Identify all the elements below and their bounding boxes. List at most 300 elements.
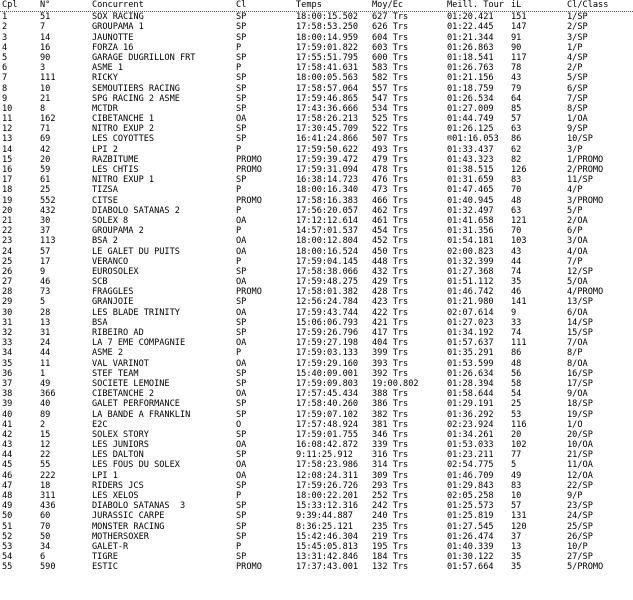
cell-num: 7: [40, 22, 46, 33]
cell-team: FORZA 16: [92, 42, 134, 53]
cell-team: SOCIETE LEMOINE: [92, 378, 170, 389]
cell-class: 11/OA: [567, 460, 593, 471]
cell-best-lap: 01:29.191: [447, 399, 494, 410]
cell-avg: 603 Trs: [372, 42, 409, 53]
cell-num: 2: [40, 419, 46, 430]
cell-team: GROUPAMA 1: [92, 22, 144, 33]
cell-class: 1/P: [567, 42, 583, 53]
cell-team: MCTDR: [92, 103, 118, 114]
cell-time: 17:59:04.145: [296, 256, 359, 267]
cell-laps: 57: [511, 501, 522, 512]
cell-avg: 429 Trs: [372, 277, 409, 288]
cell-team: LES DALTON: [92, 450, 144, 461]
cell-num: 162: [40, 114, 56, 125]
cell-class: 16/SP: [567, 368, 593, 379]
cell-num: 50: [40, 531, 51, 542]
cell-team: CIBETANCHE 1: [92, 114, 155, 125]
cell-num: 222: [40, 470, 56, 481]
cell-class: 15/SP: [567, 328, 593, 338]
cell-num: 73: [40, 287, 51, 298]
cell-time: 17:59:48.275: [296, 277, 359, 288]
cell-class: 6/SP: [567, 83, 588, 94]
table-row: [0, 73, 633, 83]
cell-pos: 37: [2, 378, 13, 389]
cell-num: 8: [40, 103, 46, 114]
table-row: [0, 226, 633, 236]
cell-cl: O: [236, 419, 242, 430]
cell-class: 12/SP: [567, 266, 593, 277]
cell-class: 1/SP: [567, 12, 588, 23]
cell-pos: 44: [2, 450, 13, 461]
cell-avg: 479 Trs: [372, 154, 409, 165]
cell-best-lap: 01:27.009: [447, 103, 494, 114]
cell-avg: 314 Trs: [372, 460, 409, 471]
table-row: [0, 471, 633, 481]
cell-cl: SP: [236, 511, 247, 522]
cell-class: 12/OA: [567, 470, 593, 481]
cell-num: 28: [40, 307, 51, 318]
cell-best-lap: 01:34.261: [447, 429, 494, 440]
cell-num: 69: [40, 134, 51, 145]
table-row: [0, 196, 633, 206]
cell-class: 7/OA: [567, 338, 588, 349]
cell-best-lap: 01:44.749: [447, 114, 494, 125]
cell-cl: P: [236, 205, 242, 216]
cell-cl: SP: [236, 93, 247, 104]
cell-best-lap: 01:57.664: [447, 562, 494, 573]
cell-num: 6: [40, 552, 46, 563]
cell-time: 8:36:25.121: [296, 521, 353, 532]
cell-cl: SP: [236, 450, 247, 461]
cell-num: 37: [40, 226, 51, 237]
cell-laps: 37: [511, 531, 522, 542]
cell-class: 4/P: [567, 185, 583, 196]
cell-team: GARAGE DUGRILLON FRT: [92, 52, 196, 63]
cell-laps: 54: [511, 389, 522, 400]
cell-laps: 25: [511, 399, 522, 410]
table-row: [0, 389, 633, 399]
cell-cl: PROMO: [236, 195, 262, 206]
cell-class: 10/P: [567, 541, 588, 552]
results-rows: [0, 12, 633, 572]
cell-cl: OA: [236, 215, 247, 226]
table-row: [0, 287, 633, 297]
cell-num: 30: [40, 215, 51, 226]
cell-num: 113: [40, 236, 56, 247]
cell-num: 11: [40, 358, 51, 369]
cell-class: 4/SP: [567, 52, 588, 63]
cell-pos: 12: [2, 124, 13, 135]
table-row: [0, 277, 633, 287]
cell-class: 17/SP: [567, 378, 593, 389]
cell-class: 21/SP: [567, 450, 593, 461]
cell-time: 17:59:27.198: [296, 338, 359, 349]
cell-time: 18:00:16.524: [296, 246, 359, 257]
cell-laps: 9: [511, 307, 517, 318]
cell-pos: 49: [2, 501, 13, 512]
cell-laps: 44: [511, 256, 522, 267]
cell-class: 11/SP: [567, 175, 593, 186]
cell-num: 21: [40, 93, 51, 104]
cell-num: 42: [40, 144, 51, 155]
cell-cl: SP: [236, 297, 247, 308]
cell-class: 5/OA: [567, 277, 588, 288]
cell-best-lap: 01:58.644: [447, 389, 494, 400]
cell-best-lap: 01:32.497: [447, 205, 494, 216]
cell-time: 17:56:20.057: [296, 205, 359, 216]
cell-time: 17:58:53.250: [296, 22, 359, 33]
cell-avg: 476 Trs: [372, 175, 409, 186]
cell-best-lap: 01:31.356: [447, 226, 494, 237]
cell-team: DIABOLO SATANAS 3: [92, 501, 186, 512]
cell-cl: SP: [236, 134, 247, 145]
cell-time: 17:43:36.666: [296, 103, 359, 114]
cell-team: RIDERS JCS: [92, 480, 144, 491]
cell-laps: 58: [511, 378, 522, 389]
table-row: [0, 206, 633, 216]
cell-laps: 121: [511, 215, 527, 226]
cell-team: CITSE: [92, 195, 118, 206]
cell-laps: 83: [511, 480, 522, 491]
cell-best-lap: 01:25.573: [447, 501, 494, 512]
table-row: [0, 43, 633, 53]
cell-avg: 132 Trs: [372, 562, 409, 573]
cell-time: 17:59:09.803: [296, 378, 359, 389]
cell-avg: 583 Trs: [372, 63, 409, 74]
cell-avg: 382 Trs: [372, 409, 409, 420]
cell-time: 17:12:12.614: [296, 215, 359, 226]
cell-num: 552: [40, 195, 56, 206]
cell-team: SPG RACING 2 ASME: [92, 93, 180, 104]
cell-best-lap: 01:18.541: [447, 52, 494, 63]
cell-best-lap: 01:26.474: [447, 531, 494, 542]
cell-avg: 339 Trs: [372, 440, 409, 451]
cell-best-lap: 01:36.292: [447, 409, 494, 420]
cell-pos: 3: [2, 32, 8, 43]
cell-laps: 53: [511, 409, 522, 420]
cell-laps: 5: [511, 460, 517, 471]
cell-num: 16: [40, 42, 51, 53]
cell-cl: OA: [236, 338, 247, 349]
table-row: [0, 542, 633, 552]
cell-class: 1/OA: [567, 114, 588, 125]
cell-num: 57: [40, 246, 51, 257]
cell-team: JURASSIC CARPE: [92, 511, 165, 522]
cell-pos: 18: [2, 185, 13, 196]
cell-cl: SP: [236, 480, 247, 491]
cell-laps: 90: [511, 42, 522, 53]
cell-cl: SP: [236, 429, 247, 440]
cell-team: TIZSA: [92, 185, 118, 196]
cell-best-lap: 01:53.033: [447, 440, 494, 451]
cell-cl: SP: [236, 328, 247, 338]
cell-avg: 507 Trs: [372, 134, 409, 145]
cell-avg: 399 Trs: [372, 348, 409, 359]
cell-time: 17:58:26.213: [296, 114, 359, 125]
cell-class: 1/O: [567, 419, 583, 430]
cell-best-lap: 01:32.399: [447, 256, 494, 267]
cell-cl: P: [236, 256, 242, 267]
cell-laps: 64: [511, 93, 522, 104]
cell-num: 18: [40, 480, 51, 491]
cell-class: 26/SP: [567, 531, 593, 542]
cell-best-lap: 01:38.515: [447, 165, 494, 175]
table-row: [0, 399, 633, 409]
cell-num: 12: [40, 440, 51, 451]
cell-team: SOLEX 8: [92, 215, 129, 226]
cell-pos: 25: [2, 256, 13, 267]
cell-laps: 151: [511, 12, 527, 23]
cell-team: MOTHERSOXER: [92, 531, 149, 542]
cell-time: 17:58:01.382: [296, 287, 359, 298]
cell-num: 51: [40, 12, 51, 23]
cell-avg: 454 Trs: [372, 226, 409, 237]
cell-team: GRANJOIE: [92, 297, 134, 308]
cell-team: LA BANDE A FRANKLIN: [92, 409, 191, 420]
cell-laps: 13: [511, 541, 522, 552]
cell-cl: P: [236, 491, 242, 501]
cell-class: 3/OA: [567, 236, 588, 247]
cell-laps: 91: [511, 32, 522, 43]
cell-avg: 417 Trs: [372, 328, 409, 338]
cell-time: 17:59:29.160: [296, 358, 359, 369]
cell-pos: 1: [2, 12, 8, 23]
table-row: [0, 12, 633, 22]
cell-avg: 293 Trs: [372, 480, 409, 491]
cell-time: 18:00:12.804: [296, 236, 359, 247]
cell-laps: 117: [511, 52, 527, 63]
cell-cl: PROMO: [236, 562, 262, 573]
cell-class: 25/SP: [567, 521, 593, 532]
cell-team: MONSTER RACING: [92, 521, 165, 532]
cell-class: 3/SP: [567, 32, 588, 43]
cell-best-lap: 01:26.634: [447, 368, 494, 379]
cell-pos: 2: [2, 22, 8, 33]
cell-pos: 40: [2, 409, 13, 420]
cell-best-lap: 01:54.181: [447, 236, 494, 247]
cell-time: 17:58:38.066: [296, 266, 359, 277]
cell-team: JAUNOTTE: [92, 32, 134, 43]
table-row: [0, 522, 633, 532]
cell-team: LES XELOS: [92, 491, 139, 501]
cell-pos: 6: [2, 63, 8, 74]
header-pos: Cpl: [2, 0, 18, 10]
cell-time: 18:00:16.340: [296, 185, 359, 196]
cell-laps: 10: [511, 491, 522, 501]
table-row: [0, 104, 633, 114]
cell-cl: SP: [236, 124, 247, 135]
cell-cl: SP: [236, 12, 247, 23]
cell-laps: 83: [511, 175, 522, 186]
cell-avg: 404 Trs: [372, 338, 409, 349]
cell-avg: 522 Trs: [372, 124, 409, 135]
table-row: [0, 511, 633, 521]
cell-class: 9/SP: [567, 124, 588, 135]
table-row: [0, 134, 633, 144]
cell-pos: 50: [2, 511, 13, 522]
cell-team: RICKY: [92, 73, 118, 84]
cell-laps: 111: [511, 338, 527, 349]
cell-class: 20/SP: [567, 429, 593, 440]
cell-time: 17:59:46.865: [296, 93, 359, 104]
table-row: [0, 175, 633, 185]
cell-num: 366: [40, 389, 56, 400]
cell-pos: 41: [2, 419, 13, 430]
cell-team: SCB: [92, 277, 108, 288]
cell-pos: 13: [2, 134, 13, 145]
cell-team: STEF TEAM: [92, 368, 139, 379]
cell-team: GALET PERFORMANCE: [92, 399, 180, 410]
cell-best-lap: 01:23.211: [447, 450, 494, 461]
cell-num: 9: [40, 266, 46, 277]
cell-team: CIBETANCHE 2: [92, 389, 155, 400]
cell-cl: SP: [236, 399, 247, 410]
cell-time: 16:38:14.723: [296, 175, 359, 186]
cell-best-lap: 01:35.291: [447, 348, 494, 359]
cell-team: GROUPAMA 2: [92, 226, 144, 237]
cell-laps: 46: [511, 287, 522, 298]
cell-num: 15: [40, 429, 51, 440]
cell-time: 15:33:12.316: [296, 501, 359, 512]
table-row: [0, 94, 633, 104]
cell-best-lap: 01:20.421: [447, 12, 494, 23]
cell-pos: 9: [2, 93, 8, 104]
cell-class: 19/SP: [567, 409, 593, 420]
table-row: [0, 481, 633, 491]
cell-pos: 43: [2, 440, 13, 451]
cell-class: 2/OA: [567, 215, 588, 226]
cell-team: SOLEX STORY: [92, 429, 149, 440]
cell-class: 6/OA: [567, 307, 588, 318]
cell-class: 9/OA: [567, 389, 588, 400]
cell-laps: 147: [511, 22, 527, 33]
cell-laps: 103: [511, 236, 527, 247]
cell-cl: OA: [236, 114, 247, 125]
table-row: [0, 379, 633, 389]
cell-laps: 48: [511, 358, 522, 369]
cell-team: NITRO EXUP 1: [92, 175, 155, 186]
cell-best-lap: 01:21.156: [447, 73, 494, 84]
cell-time: 17:30:45.709: [296, 124, 359, 135]
cell-cl: SP: [236, 378, 247, 389]
cell-time: 9:11:25.912: [296, 450, 353, 461]
cell-time: 15:42:46.304: [296, 531, 359, 542]
cell-pos: 14: [2, 144, 13, 155]
cell-team: SEMOUTIERS RACING: [92, 83, 180, 94]
cell-laps: 63: [511, 124, 522, 135]
cell-pos: 48: [2, 491, 13, 501]
cell-pos: 8: [2, 83, 8, 94]
cell-num: 70: [40, 521, 51, 532]
table-row: [0, 114, 633, 124]
cell-time: 13:31:42.846: [296, 552, 359, 563]
cell-laps: 120: [511, 521, 527, 532]
cell-cl: SP: [236, 32, 247, 43]
cell-best-lap: 01:31.659: [447, 175, 494, 186]
cell-pos: 51: [2, 521, 13, 532]
cell-team: LES JUNIORS: [92, 440, 149, 451]
cell-laps: 141: [511, 297, 527, 308]
cell-num: 61: [40, 175, 51, 186]
cell-best-lap: 01:27.023: [447, 317, 494, 328]
cell-time: 18:00:05.563: [296, 73, 359, 84]
cell-time: 18:00:15.502: [296, 12, 359, 23]
table-row: [0, 562, 633, 572]
cell-best-lap: 01:51.112: [447, 277, 494, 288]
cell-best-lap: 02:54.775: [447, 460, 494, 471]
cell-avg: 195 Trs: [372, 541, 409, 552]
cell-num: 3: [40, 63, 46, 74]
cell-best-lap: 01:57.637: [447, 338, 494, 349]
header-time: Temps: [296, 0, 322, 10]
cell-team: EUROSOLEX: [92, 266, 139, 277]
cell-laps: 85: [511, 103, 522, 114]
cell-num: 59: [40, 165, 51, 175]
table-row: [0, 501, 633, 511]
cell-num: 24: [40, 338, 51, 349]
cell-best-lap: 01:41.658: [447, 215, 494, 226]
cell-laps: 70: [511, 226, 522, 237]
cell-avg: 393 Trs: [372, 358, 409, 369]
cell-avg: 534 Trs: [372, 103, 409, 114]
cell-best-lap: ®01:16.053: [447, 134, 499, 145]
cell-laps: 126: [511, 165, 527, 175]
cell-class: 2/P: [567, 63, 583, 74]
table-row: [0, 460, 633, 470]
cell-pos: 53: [2, 541, 13, 552]
cell-cl: PROMO: [236, 165, 262, 175]
cell-cl: SP: [236, 368, 247, 379]
cell-cl: SP: [236, 409, 247, 420]
cell-time: 17:59:03.133: [296, 348, 359, 359]
cell-pos: 33: [2, 338, 13, 349]
table-row: [0, 185, 633, 195]
cell-pos: 36: [2, 368, 13, 379]
cell-cl: OA: [236, 470, 247, 481]
cell-laps: 63: [511, 205, 522, 216]
cell-class: 6/P: [567, 226, 583, 237]
cell-num: 40: [40, 399, 51, 410]
table-row: [0, 410, 633, 420]
cell-avg: 600 Trs: [372, 52, 409, 63]
cell-team: BSA 2: [92, 236, 118, 247]
table-row: [0, 236, 633, 246]
cell-time: 17:59:39.472: [296, 154, 359, 165]
cell-time: 16:41:24.866: [296, 134, 359, 145]
cell-class: 2/SP: [567, 22, 588, 33]
cell-pos: 26: [2, 266, 13, 277]
cell-avg: 466 Trs: [372, 195, 409, 206]
cell-best-lap: 01:40.945: [447, 195, 494, 206]
cell-cl: SP: [236, 531, 247, 542]
cell-cl: P: [236, 226, 242, 237]
cell-team: BSA: [92, 317, 108, 328]
header-row: [0, 0, 633, 10]
cell-class: 4/PROMO: [567, 287, 604, 298]
cell-pos: 16: [2, 165, 13, 175]
table-row: [0, 53, 633, 63]
cell-pos: 52: [2, 531, 13, 542]
cell-class: 5/P: [567, 205, 583, 216]
cell-class: 10/OA: [567, 440, 593, 451]
cell-pos: 38: [2, 389, 13, 400]
cell-num: 111: [40, 73, 56, 84]
cell-team: NITRO EXUP 2: [92, 124, 155, 135]
cell-num: 55: [40, 460, 51, 471]
table-row: [0, 420, 633, 430]
table-row: [0, 22, 633, 32]
cell-best-lap: 01:26.534: [447, 93, 494, 104]
